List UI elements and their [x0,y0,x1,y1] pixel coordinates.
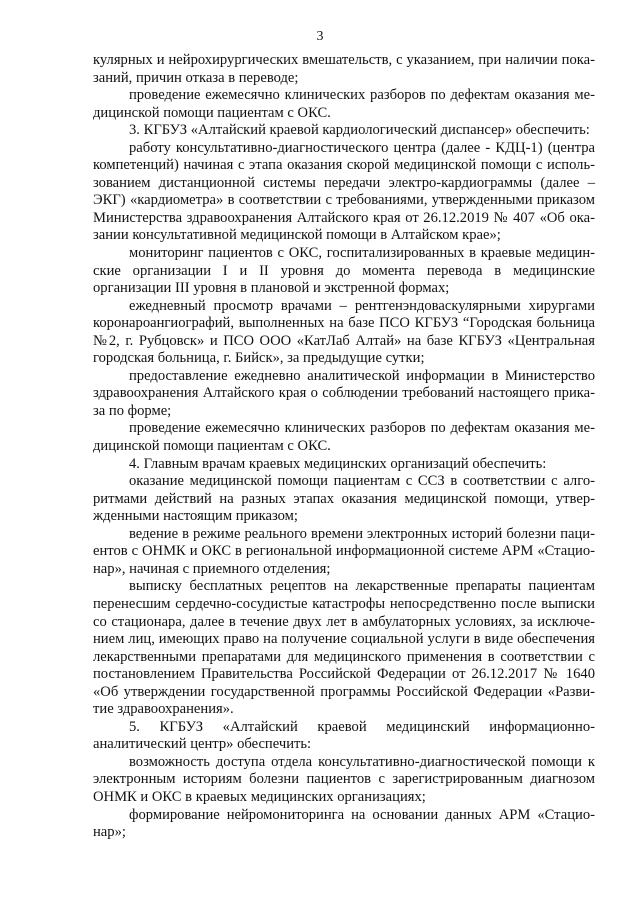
paragraph: проведение ежемесячно клинических разборов по дефектам оказания медицинской помощи пациентам с ОКС. [93,420,595,455]
paragraph: возможность доступа отдела консультативно-диагностической помощи к электронным историям болезни пациентов с зарегистрированным диагнозом ОНМК и ОКС в краевых медицинских организациях; [93,753,595,805]
paragraph: предоставление ежедневно аналитической информации в Министерство здравоохранения Алтайского края о соблюдении требований настоящего приказа по форме; [93,367,595,419]
page-number: 3 [316,29,324,44]
paragraph: формирование нейромониторинга на основании данных АРМ «Стационар»; [93,806,595,841]
paragraph: оказание медицинской помощи пациентам с ССЗ в соответствии с алгоритмами действий на разных этапах оказания медицинской помощи, утвержденными настоящим приказом; [93,473,595,525]
paragraph: кулярных и нейрохирургических вмешательств, с указанием, при наличии показаний, причин отказа в переводе; [93,52,595,86]
paragraph: мониторинг пациентов с ОКС, госпитализированных в краевые медицинские организации I и II уровня до момента перевода в медицинские организации III уровня в плановой и экстренной формах; [93,245,595,297]
section-heading: 5. КГБУЗ «Алтайский краевой медицинский информационно-аналитический центр» обеспечить: [93,718,595,753]
paragraph: ведение в режиме реального времени электронных историй болезни пациентов с ОНМК и ОКС в региональной информационной системе АРМ «Стационар», начиная с приемного отделения; [93,525,595,577]
section-heading: 4. Главным врачам краевых медицинских организаций обеспечить: [129,455,547,472]
document-body [93,52,595,842]
paragraph: ежедневный просмотр врачами – рентгенэндоваскулярными хирургами коронароангиографий, выполненных на базе ПСО КГБУЗ “Городская больница №2, г. Рубцовск» и ПСО ООО «КатЛаб Алтай» на базе КГБУЗ «Центральная городская больница, г. Бийск», за предыдущие сутки; [93,297,595,367]
section-heading: 3. КГБУЗ «Алтайский краевой кардиологический диспансер» обеспечить: [129,122,590,139]
paragraph: проведение ежемесячно клинических разборов по дефектам оказания медицинской помощи пациентам с ОКС. [93,87,595,121]
paragraph: выписку бесплатных рецептов на лекарственные препараты пациентам перенесшим сердечно-сосудистые катастрофы непосредственно после выписки со стационара, далее в течение двух лет в амбулаторных условиях, за исключением лиц, имеющих право на получение социальной услуги в виде обеспечения лекарственными препаратами для медицинского применения в соответствии с постановлением Правительства Российской Федерации от 26.12.2017 № 1640 «Об утверждении государственной программы Российской Федерации «Развитие здравоохранения». [93,578,595,718]
paragraph: работу консультативно-диагностического центра (далее - КДЦ-1) (центра компетенций) начиная с этапа оказания скорой медицинской помощи с использованием дистанционной системы передачи электро-кардиограммы (далее – ЭКГ) «кардиометра» в соответствии с требованиями, утвержденными приказом Министерства здравоохранения Алтайского края от 26.12.2019 № 407 «Об оказании консультативной медицинской помощи в Алтайском крае»; [93,139,595,244]
